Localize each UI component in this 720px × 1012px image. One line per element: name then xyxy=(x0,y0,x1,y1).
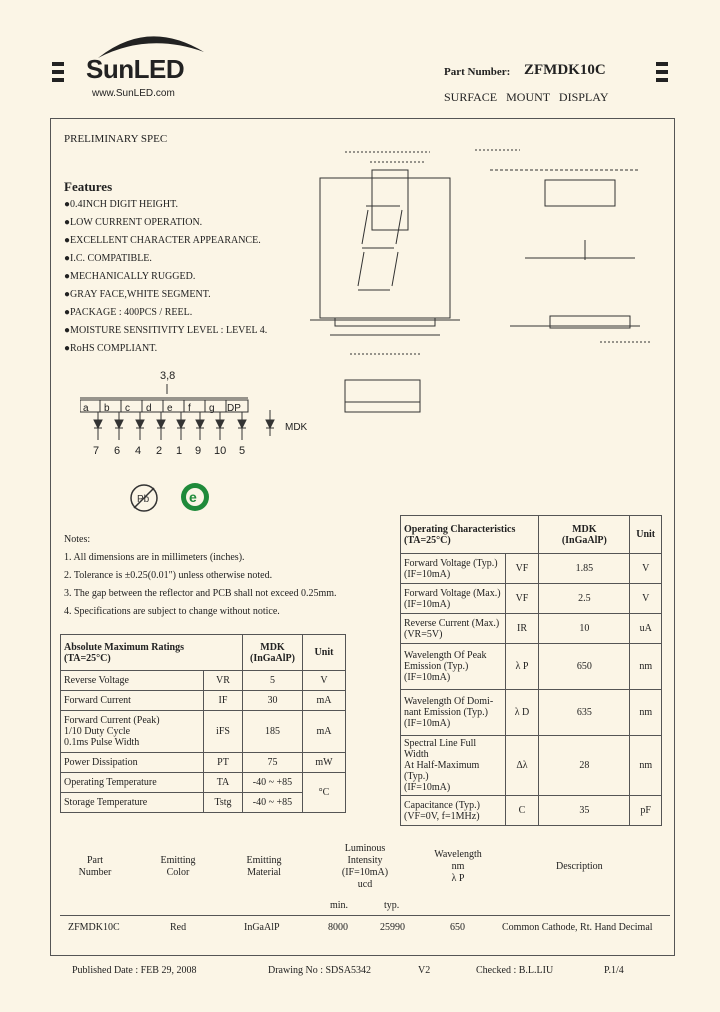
param-line: Wavelength Of Peak xyxy=(404,650,487,661)
segment-label: d xyxy=(146,403,152,414)
param-line: Capacitance (Typ.) xyxy=(404,799,480,811)
sel-description: Common Cathode, Rt. Hand Decimal xyxy=(502,922,653,933)
param-line: (IF=10mA) xyxy=(404,598,451,610)
abs-max-title: Absolute Maximum Ratings xyxy=(64,641,185,653)
symbol-cell: IF xyxy=(204,691,243,711)
symbol-cell: PT xyxy=(204,753,243,773)
version: V2 xyxy=(418,965,431,976)
sel-header-line: (IF=10mA) xyxy=(341,867,389,878)
param-line: Spectral Line Full Width xyxy=(404,738,477,760)
unit-cell: °C xyxy=(303,773,346,813)
pin-label: 4 xyxy=(135,445,142,457)
op-char-col-header-sub: (InGaAlP) xyxy=(561,534,607,546)
feature-item: ●RoHS COMPLIANT. xyxy=(64,343,158,354)
abs-max-table xyxy=(60,634,346,813)
sel-material: InGaAlP xyxy=(244,922,280,933)
param-line: Wavelength Of Domi- xyxy=(404,696,494,707)
sel-header-typ: typ. xyxy=(384,900,400,911)
sel-typ: 25990 xyxy=(380,922,405,933)
table-row xyxy=(401,584,662,614)
param-cell xyxy=(401,554,506,584)
param-cell: Reverse Voltage xyxy=(61,671,204,691)
param-line: (IF=10mA) xyxy=(404,672,451,683)
abs-max-col-header-sub: (InGaAlP) xyxy=(250,652,295,664)
circuit-mdk-label: MDK xyxy=(285,422,308,433)
param-line: (IF=10mA) xyxy=(404,568,451,580)
note-item: 1. All dimensions are in millimeters (inches). xyxy=(64,552,245,563)
rohs-e-icon xyxy=(178,480,212,514)
features-list xyxy=(64,196,267,358)
op-char-table xyxy=(400,515,662,826)
pin-label: 6 xyxy=(114,445,121,457)
param-cell xyxy=(401,584,506,614)
symbol-cell: Δλ xyxy=(505,736,539,796)
unit-cell: mW xyxy=(303,753,346,773)
note-item: 4. Specifications are subject to change without notice. xyxy=(64,606,280,617)
left-bar-mark xyxy=(52,62,64,86)
value-cell: 5 xyxy=(243,671,303,691)
table-row xyxy=(401,614,662,644)
sel-header-line: Color xyxy=(166,867,190,878)
value-cell: 650 xyxy=(539,644,630,690)
sel-header-min: min. xyxy=(330,900,349,911)
table-row xyxy=(61,753,346,773)
svg-text:e: e xyxy=(189,489,197,505)
unit-cell: pF xyxy=(630,796,662,826)
notes-title: Notes: xyxy=(64,534,91,545)
param-line: Emission (Typ.) xyxy=(404,661,469,672)
param-line: Forward Current (Peak) xyxy=(64,715,160,726)
checked-by: Checked : B.L.LIU xyxy=(476,965,554,976)
feature-item: ●MECHANICALLY RUGGED. xyxy=(64,271,196,282)
feature-item: ●I.C. COMPATIBLE. xyxy=(64,253,152,264)
segment-label: b xyxy=(104,403,110,414)
symbol-cell: C xyxy=(505,796,539,826)
unit-cell: nm xyxy=(630,736,662,796)
op-char-unit-header: Unit xyxy=(630,516,662,554)
notes xyxy=(64,531,337,621)
sel-header-line: nm xyxy=(451,861,465,872)
table-row xyxy=(61,711,346,753)
pin-label: 7 xyxy=(93,445,100,457)
sel-header-part xyxy=(70,855,120,879)
symbol-cell: Tstg xyxy=(204,793,243,813)
spec-status: PRELIMINARY SPEC xyxy=(64,133,168,145)
abs-max-col-header: MDK xyxy=(260,641,285,653)
logo-url: www.SunLED.com xyxy=(92,88,175,99)
pin-label: 1 xyxy=(176,445,183,457)
sel-header-line: Material xyxy=(247,867,281,878)
unit-cell: mA xyxy=(303,711,346,753)
pin-label: 2 xyxy=(156,445,163,457)
feature-item: ●LOW CURRENT OPERATION. xyxy=(64,217,203,228)
param-cell xyxy=(401,736,506,796)
sel-header-line: λ P xyxy=(451,873,465,884)
value-cell: 185 xyxy=(243,711,303,753)
table-row xyxy=(401,736,662,796)
value-cell: 1.85 xyxy=(539,554,630,584)
value-cell: 635 xyxy=(539,690,630,736)
sel-header-luminous xyxy=(334,843,396,891)
sel-header-line: Emitting xyxy=(246,855,282,866)
abs-max-cond: (TA=25°C) xyxy=(64,652,111,664)
sel-part: ZFMDK10C xyxy=(68,922,120,933)
logo-text: SunLED xyxy=(86,54,185,84)
symbol-cell: λ P xyxy=(505,644,539,690)
common-pin-label: 3,8 xyxy=(160,370,176,382)
product-subtitle: SURFACE MOUNT DISPLAY xyxy=(444,90,609,104)
value-cell: 35 xyxy=(539,796,630,826)
sel-header-line: Number xyxy=(78,867,112,878)
param-line: Forward Voltage (Typ.) xyxy=(404,557,498,569)
sel-divider xyxy=(60,915,670,916)
value-cell: 28 xyxy=(539,736,630,796)
param-line: At Half-Maximum (Typ.) xyxy=(404,760,480,782)
pin-label: 9 xyxy=(195,445,202,457)
table-row xyxy=(401,690,662,736)
sel-header-wavelength xyxy=(428,849,488,885)
sel-color: Red xyxy=(170,922,187,933)
param-cell xyxy=(61,711,204,753)
page-number: P.1/4 xyxy=(604,965,624,976)
segment-label: g xyxy=(209,403,215,414)
value-cell: 75 xyxy=(243,753,303,773)
param-cell: Forward Current xyxy=(61,691,204,711)
table-row xyxy=(401,554,662,584)
value-cell: 30 xyxy=(243,691,303,711)
unit-cell: nm xyxy=(630,644,662,690)
symbol-cell: VF xyxy=(505,554,539,584)
abs-max-unit-header: Unit xyxy=(303,635,346,671)
feature-item: ●EXCELLENT CHARACTER APPEARANCE. xyxy=(64,235,261,246)
drawing-number: Drawing No : SDSA5342 xyxy=(268,965,372,976)
table-row xyxy=(61,691,346,711)
table-row xyxy=(61,671,346,691)
value-cell: -40 ~ +85 xyxy=(243,793,303,813)
symbol-cell: VF xyxy=(505,584,539,614)
op-char-title: Operating Characteristics xyxy=(404,523,516,535)
symbol-cell: λ D xyxy=(505,690,539,736)
feature-item: ●MOISTURE SENSITIVITY LEVEL : LEVEL 4. xyxy=(64,325,268,336)
note-item: 3. The gap between the reflector and PCB shall not exceed 0.25mm. xyxy=(64,588,337,599)
unit-cell: mA xyxy=(303,691,346,711)
unit-cell: V xyxy=(630,584,662,614)
sel-header-line: Luminous xyxy=(344,843,386,854)
symbol-cell: iFS xyxy=(204,711,243,753)
table-row xyxy=(401,796,662,826)
param-cell: Storage Temperature xyxy=(61,793,204,813)
sel-header-line: Emitting xyxy=(160,855,196,866)
param-line: (IF=10mA) xyxy=(404,782,451,793)
segment-label: c xyxy=(125,403,130,414)
published-date: Published Date : FEB 29, 2008 xyxy=(72,965,197,976)
segment-label: DP xyxy=(227,403,241,414)
param-line: nant Emission (Typ.) xyxy=(404,707,489,718)
param-cell xyxy=(401,614,506,644)
part-number: ZFMDK10C xyxy=(524,62,606,78)
part-number-label: Part Number: xyxy=(444,66,511,78)
value-cell: 10 xyxy=(539,614,630,644)
param-cell xyxy=(401,690,506,736)
svg-text:Pb: Pb xyxy=(137,494,150,505)
param-line: Reverse Current (Max.) xyxy=(404,617,500,629)
symbol-cell: TA xyxy=(204,773,243,793)
sel-wavelength: 650 xyxy=(450,922,465,933)
unit-cell: nm xyxy=(630,690,662,736)
right-bar-mark xyxy=(656,62,668,86)
unit-cell: V xyxy=(630,554,662,584)
segment-label: a xyxy=(83,403,89,414)
op-char-cond: (TA=25°C) xyxy=(404,534,451,546)
value-cell: 2.5 xyxy=(539,584,630,614)
table-row xyxy=(61,773,346,793)
param-cell: Power Dissipation xyxy=(61,753,204,773)
param-line: (IF=10mA) xyxy=(404,718,451,729)
param-cell: Operating Temperature xyxy=(61,773,204,793)
pin-label: 5 xyxy=(239,445,246,457)
feature-item: ●GRAY FACE,WHITE SEGMENT. xyxy=(64,289,211,300)
note-item: 2. Tolerance is ±0.25(0.01") unless otherwise noted. xyxy=(64,570,273,581)
param-cell xyxy=(401,796,506,826)
sel-header-line: Part xyxy=(86,855,104,866)
pin-label: 10 xyxy=(214,445,227,457)
package-drawing xyxy=(290,140,670,440)
symbol-cell: VR xyxy=(204,671,243,691)
unit-cell: uA xyxy=(630,614,662,644)
sel-header-line: Wavelength xyxy=(434,849,482,860)
features-title: Features xyxy=(64,179,113,194)
sel-min: 8000 xyxy=(328,922,348,933)
feature-item: ●PACKAGE : 400PCS / REEL. xyxy=(64,307,193,318)
sel-header-description: Description xyxy=(556,861,603,872)
param-cell xyxy=(401,644,506,690)
param-line: (VF=0V, f=1MHz) xyxy=(404,810,480,822)
symbol-cell: IR xyxy=(505,614,539,644)
param-line: Forward Voltage (Max.) xyxy=(404,587,501,599)
sel-header-line: ucd xyxy=(357,879,373,890)
param-line: (VR=5V) xyxy=(404,628,443,640)
op-char-col-header: MDK xyxy=(572,523,597,535)
segment-label: e xyxy=(167,403,173,414)
pb-free-icon xyxy=(128,482,160,514)
table-row xyxy=(401,644,662,690)
value-cell: -40 ~ +85 xyxy=(243,773,303,793)
segment-label: f xyxy=(188,403,191,414)
sel-header-material xyxy=(236,855,292,879)
param-line: 0.1ms Pulse Width xyxy=(64,737,140,748)
unit-cell: V xyxy=(303,671,346,691)
feature-item: ●0.4INCH DIGIT HEIGHT. xyxy=(64,199,178,210)
param-line: 1/10 Duty Cycle xyxy=(64,726,131,737)
sel-header-line: Intensity xyxy=(347,855,383,866)
sel-header-color xyxy=(150,855,206,879)
